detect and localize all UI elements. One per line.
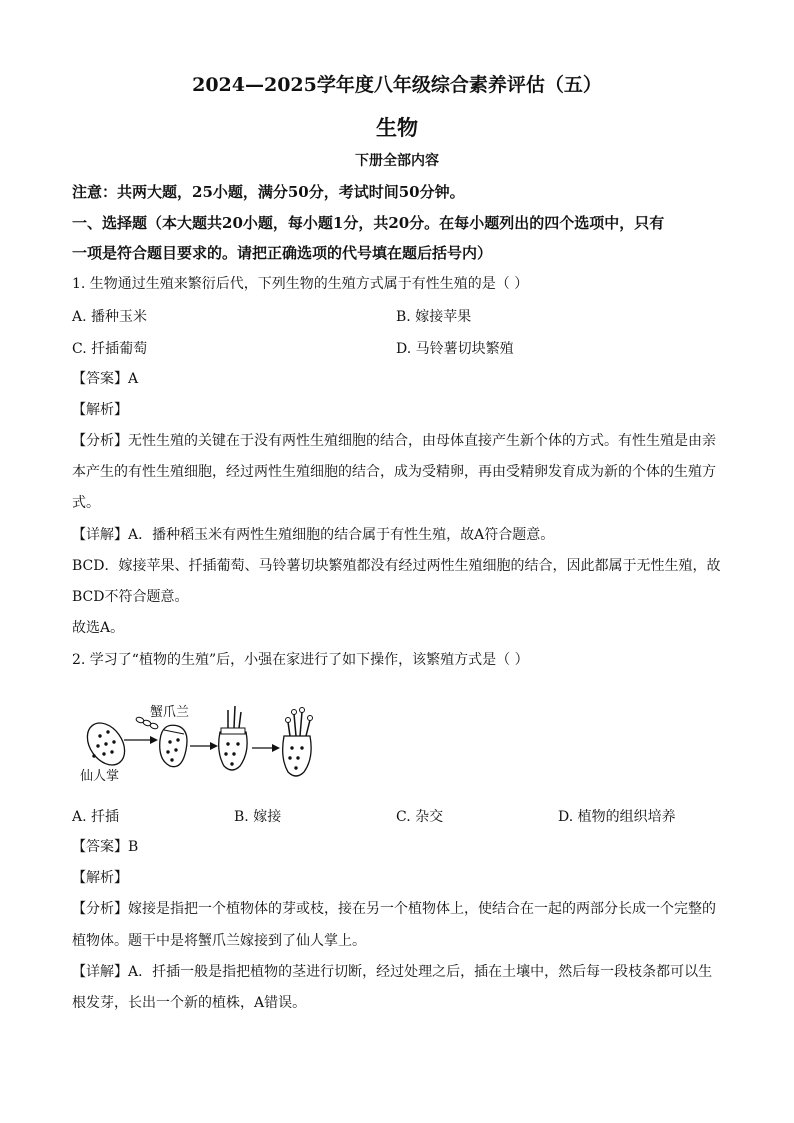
q1-stem: 1. 生物通过生殖来繁衍后代，下列生物的生殖方式属于有性生殖的是（ ） xyxy=(72,276,529,292)
grafting-figure xyxy=(78,700,338,790)
q2-option-c: C. 杂交 xyxy=(396,809,444,825)
zygocactus-label: 蟹爪兰 xyxy=(150,705,190,720)
q1-option-a: A. 播种玉米 xyxy=(72,309,148,325)
subject-title: 生物 xyxy=(376,115,418,140)
arrow-2 xyxy=(190,742,218,750)
cactus-stage2 xyxy=(160,725,187,766)
q1-option-d: D. 马铃薯切块繁殖 xyxy=(396,341,514,357)
section1-heading-line2: 一项是符合题目要求的。请把正确选项的代号填在题后括号内） xyxy=(72,244,493,262)
q1-analysis-line1: 【分析】无性生殖的关键在于没有两性生殖细胞的结合，由母体直接产生新个体的方式。有性生殖是由亲 xyxy=(72,433,716,449)
q1-detail-line3: BCD不符合题意。 xyxy=(72,589,189,605)
cactus-stage1 xyxy=(80,716,133,772)
arrow-1 xyxy=(124,736,158,744)
section1-heading-line1: 一、选择题（本大题共20小题，每小题1分，共20分。在每小题列出的四个选项中，只有 xyxy=(72,214,665,232)
q1-conclusion: 故选A。 xyxy=(72,620,125,636)
q2-analysis-line2: 植物体。题干中是将蟹爪兰嫁接到了仙人掌上。 xyxy=(72,933,366,949)
notice-line: 注意：共两大题，25小题，满分50分，考试时间50分钟。 xyxy=(72,183,465,201)
q2-detail-line1: 【详解】A．扦插一般是指把植物的茎进行切断，经过处理之后，插在土壤中，然后每一段枝条都可以生 xyxy=(72,964,713,980)
arrow-3 xyxy=(252,744,280,752)
q2-analysis-label: 【解析】 xyxy=(72,870,128,886)
scope-subtitle: 下册全部内容 xyxy=(355,153,439,169)
q2-analysis-line1: 【分析】嫁接是指把一个植物体的芽或枝，接在另一个植物体上，使结合在一起的两部分长成一个完整的 xyxy=(72,901,716,917)
q2-stem: 2. 学习了“植物的生殖”后，小强在家进行了如下操作，该繁殖方式是（ ） xyxy=(72,652,529,668)
cactus-stage3 xyxy=(219,706,247,770)
exam-title: 2024—2025学年度八年级综合素养评估（五） xyxy=(192,74,602,96)
q1-analysis-label: 【解析】 xyxy=(72,402,128,418)
q1-detail-line1: 【详解】A．播种稻玉米有两性生殖细胞的结合属于有性生殖，故A符合题意。 xyxy=(72,527,555,543)
cactus-label: 仙人掌 xyxy=(80,769,120,784)
q1-detail-line2: BCD．嫁接苹果、扦插葡萄、马铃薯切块繁殖都没有经过两性生殖细胞的结合，因此都属于无性生殖，故 xyxy=(72,558,721,574)
q1-answer: 【答案】A xyxy=(72,371,139,387)
q2-detail-line2: 根发芽，长出一个新的植株，A错误。 xyxy=(72,995,307,1011)
cactus-stage4 xyxy=(283,708,313,777)
q2-answer: 【答案】B xyxy=(72,839,139,855)
q1-option-b: B. 嫁接苹果 xyxy=(396,309,472,325)
q2-option-b: B. 嫁接 xyxy=(234,809,282,825)
q2-option-a: A. 扦插 xyxy=(72,809,120,825)
q1-analysis-line2: 本产生的有性生殖细胞，经过两性生殖细胞的结合，成为受精卵，再由受精卵发育成为新的个体的生殖方 xyxy=(72,464,716,480)
q1-analysis-line3: 式。 xyxy=(72,495,100,511)
q2-option-d: D. 植物的组织培养 xyxy=(558,809,676,825)
q1-option-c: C. 扦插葡萄 xyxy=(72,341,148,357)
